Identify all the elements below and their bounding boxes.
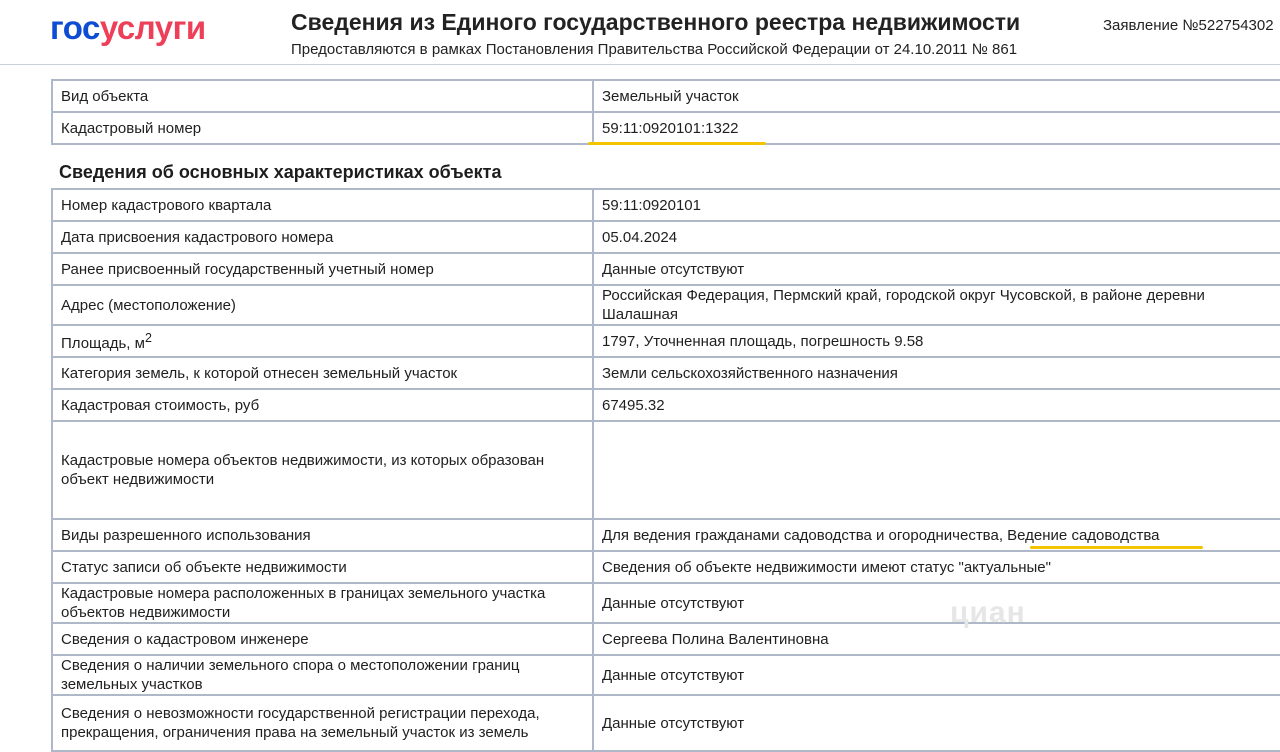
table-row (52, 389, 1280, 421)
field-value: 59:11:0920101 (593, 189, 1280, 221)
table-row (52, 325, 1280, 357)
field-label: Ранее присвоенный государственный учетный номер (52, 253, 593, 285)
field-label: Кадастровые номера расположенных в границах земельного участка объектов недвижимости (52, 583, 593, 623)
field-label: Сведения о кадастровом инженере (52, 623, 593, 655)
field-value: Земельный участок (593, 80, 1280, 112)
field-value: Данные отсутствуют (593, 253, 1280, 285)
table-row (52, 253, 1280, 285)
highlight-underline (1030, 546, 1203, 549)
field-value: 05.04.2024 (593, 221, 1280, 253)
field-label: Сведения о невозможности государственной регистрации перехода, прекращения, ограничения права на земельный участок из земель (52, 695, 593, 751)
table-row (52, 189, 1280, 221)
document-subtitle: Предоставляются в рамках Постановления Правительства Российской Федерации от 24.10.2011 № 861 (291, 41, 1018, 58)
table-row (52, 112, 1280, 144)
field-value (593, 421, 1280, 519)
field-value: Данные отсутствуют (593, 695, 1280, 751)
table-row (52, 80, 1280, 112)
field-value: Земли сельскохозяйственного назначения (593, 357, 1280, 389)
page-header (0, 0, 1280, 65)
field-label: Кадастровая стоимость, руб (52, 389, 593, 421)
table-row (52, 421, 1280, 519)
table-row (52, 623, 1280, 655)
field-value: Данные отсутствуют (593, 583, 1280, 623)
field-value: 67495.32 (593, 389, 1280, 421)
table-row (52, 551, 1280, 583)
field-value: Сергеева Полина Валентиновна (593, 623, 1280, 655)
field-label: Вид объекта (52, 80, 593, 112)
field-label: Адрес (местоположение) (52, 285, 593, 325)
field-label: Кадастровый номер (52, 112, 593, 144)
table-row (52, 357, 1280, 389)
document-title: Сведения из Единого государственного реестра недвижимости (291, 9, 1021, 35)
field-value: Сведения об объекте недвижимости имеют статус "актуальные" (593, 551, 1280, 583)
table-row (52, 285, 1280, 325)
gosuslugi-logo[interactable]: госуслуги (50, 9, 206, 46)
cadastral-number-value: 59:11:0920101:1322 (593, 112, 1280, 144)
field-value: 1797, Уточненная площадь, погрешность 9.58 (593, 325, 1280, 357)
field-label: Сведения о наличии земельного спора о местоположении границ земельных участков (52, 655, 593, 695)
field-value: Данные отсутствуют (593, 655, 1280, 695)
application-number: Заявление №522754302 (1103, 17, 1274, 34)
field-label: Категория земель, к которой отнесен земельный участок (52, 357, 593, 389)
table-row (52, 655, 1280, 695)
field-label: Дата присвоения кадастрового номера (52, 221, 593, 253)
table-row (52, 695, 1280, 751)
field-label: Номер кадастрового квартала (52, 189, 593, 221)
field-label: Кадастровые номера объектов недвижимости, из которых образован объект недвижимости (52, 421, 593, 519)
field-value: Российская Федерация, Пермский край, городской округ Чусовской, в районе деревни Шалашная (593, 285, 1280, 325)
object-table (51, 79, 1280, 145)
field-label: Виды разрешенного использования (52, 519, 593, 551)
field-label: Площадь, $м^2$ (52, 325, 593, 357)
table-row (52, 583, 1280, 623)
watermark: циан (950, 596, 1026, 629)
section-title: Сведения об основных характеристиках объекта (59, 162, 502, 182)
field-label: Статус записи об объекте недвижимости (52, 551, 593, 583)
highlight-underline (588, 142, 766, 145)
characteristics-table (51, 188, 1280, 752)
table-row (52, 221, 1280, 253)
permitted-use-value: Для ведения гражданами садоводства и огородничества, Ведение садоводства (593, 519, 1280, 551)
